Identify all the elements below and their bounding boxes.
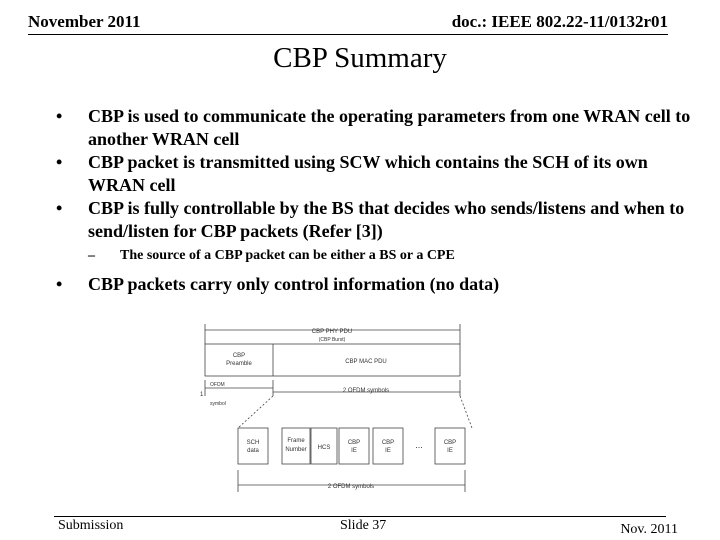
frame-label-1: Frame bbox=[287, 438, 305, 444]
two-ofdm-bottom-label: 2 OFDM symbols bbox=[327, 484, 375, 490]
phy-pdu-label: CBP PHY PDU bbox=[311, 329, 353, 335]
cbp-ie-box bbox=[373, 428, 403, 464]
cbp-ie-box bbox=[435, 428, 465, 464]
sub-bullet-text: The source of a CBP packet can be either a BS or a CPE bbox=[120, 248, 455, 263]
sch-data-box bbox=[238, 428, 268, 464]
sch-label-2: data bbox=[247, 448, 259, 454]
frame-number-box bbox=[282, 428, 310, 464]
ie-label-3b: IE bbox=[447, 448, 453, 454]
ie-label-2a: CBP bbox=[381, 440, 395, 446]
mac-pdu-label: CBP MAC PDU bbox=[345, 359, 387, 365]
bullet-dot-icon: • bbox=[56, 106, 63, 126]
ofdm-one-a: OFDM bbox=[210, 382, 225, 388]
footer-right: Nov. 2011 bbox=[620, 522, 678, 537]
dash-icon: – bbox=[88, 248, 95, 263]
header-date: November 2011 bbox=[28, 12, 141, 31]
footer-slide-number: Slide 37 bbox=[340, 518, 387, 533]
bullet-dot-icon: • bbox=[56, 198, 63, 218]
bullet-item bbox=[54, 151, 694, 197]
ellipsis-label: ... bbox=[415, 440, 423, 450]
preamble-label-2: Preamble bbox=[226, 361, 252, 367]
preamble-label-1: CBP bbox=[232, 353, 246, 359]
slide-title: CBP Summary bbox=[273, 42, 447, 74]
header-doc-id: doc.: IEEE 802.22-11/0132r01 bbox=[451, 12, 668, 31]
cbp-ie-box bbox=[339, 428, 369, 464]
sch-label-1: SCH bbox=[246, 440, 260, 446]
bullet-item bbox=[54, 273, 694, 296]
frame-label-2: Number bbox=[285, 447, 307, 453]
ie-label-3a: CBP bbox=[443, 440, 457, 446]
bullet-dot-icon: • bbox=[56, 152, 63, 172]
bullet-text: CBP is fully controllable by the BS that decides who sends/listens and when to send/listen for CBP packets (Refer [3]) bbox=[88, 198, 685, 241]
header-rule bbox=[28, 34, 668, 35]
hcs-label: HCS bbox=[317, 445, 331, 451]
footer-left: Submission bbox=[58, 518, 124, 533]
footer-rule bbox=[54, 516, 666, 517]
ofdm-one-b: symbol bbox=[210, 401, 226, 407]
ie-label-1b: IE bbox=[351, 448, 357, 454]
phy-pdu-sublabel: (CBP Burst) bbox=[318, 337, 346, 343]
ie-label-2b: IE bbox=[385, 448, 391, 454]
bullet-text: CBP packets carry only control information (no data) bbox=[88, 274, 500, 294]
ofdm-one-num: 1 bbox=[200, 392, 204, 398]
bullet-item bbox=[54, 105, 694, 151]
bullet-text: CBP is used to communicate the operating parameters from one WRAN cell to another WRAN cell bbox=[88, 106, 691, 149]
two-ofdm-top-label: 2 OFDM symbols bbox=[342, 388, 390, 394]
bullet-item bbox=[54, 197, 694, 243]
phy-pdu-box bbox=[205, 344, 460, 376]
bullet-dot-icon: • bbox=[56, 274, 63, 294]
bullet-text: CBP packet is transmitted using SCW which contains the SCH of its own WRAN cell bbox=[88, 152, 648, 195]
sub-bullet-item bbox=[54, 247, 694, 265]
bullet-list bbox=[54, 105, 694, 296]
ie-label-1a: CBP bbox=[347, 440, 361, 446]
cbp-frame-diagram bbox=[190, 320, 480, 500]
